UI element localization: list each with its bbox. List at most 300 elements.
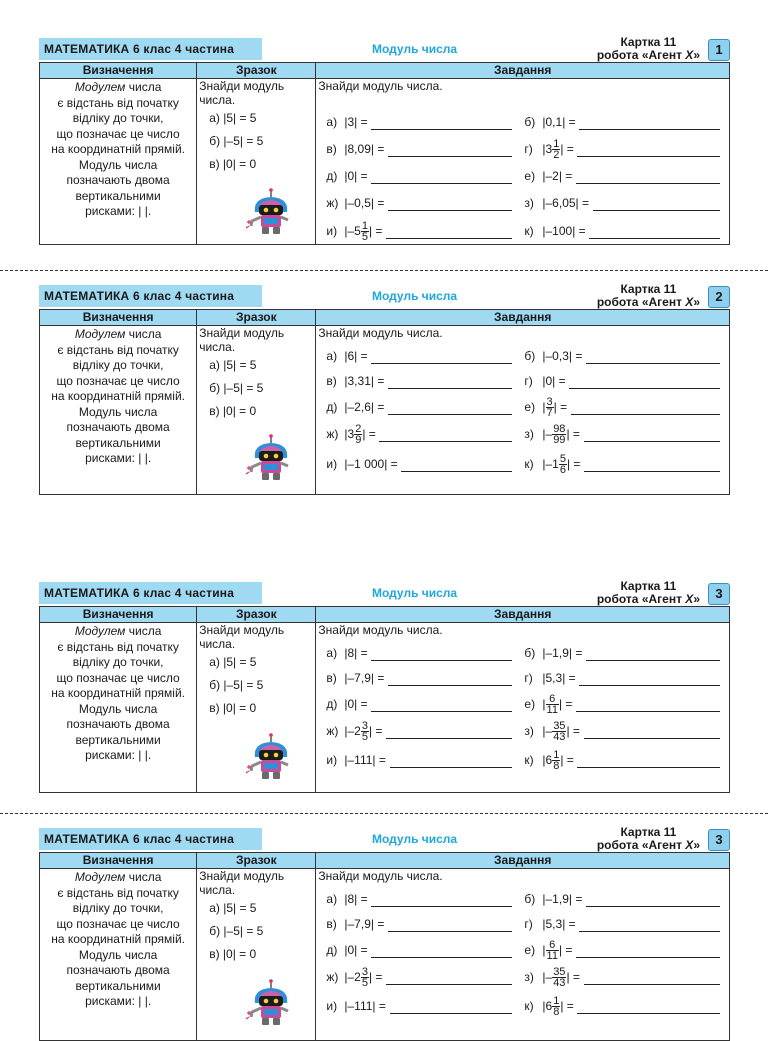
- cut-line: [0, 813, 768, 814]
- task-label: а): [326, 646, 338, 660]
- answer-line[interactable]: [388, 931, 512, 932]
- answer-line[interactable]: [390, 767, 512, 768]
- sample-item: в) |0| = 0: [209, 947, 257, 961]
- task-item: [524, 221, 720, 241]
- answer-line[interactable]: [371, 363, 512, 364]
- task-label: е): [524, 697, 536, 711]
- definition-line: відліку до точки,: [72, 111, 164, 125]
- task-label: в): [326, 917, 337, 931]
- task-item: [524, 453, 720, 477]
- task-label: и): [326, 999, 338, 1013]
- task-label: з): [524, 427, 534, 441]
- task-expression: |0| =: [344, 169, 368, 183]
- card-table: [39, 606, 730, 793]
- card-number-label: Картка 11: [620, 35, 677, 49]
- column-header-definition: Визначення: [40, 63, 197, 79]
- task-expression: |3| =: [344, 115, 368, 129]
- task-label: б): [524, 646, 536, 660]
- task-expression: |–111| =: [344, 999, 386, 1013]
- tasks-intro: Знайди модуль числа.: [318, 326, 443, 340]
- task-label: з): [524, 724, 534, 738]
- task-item: [326, 750, 512, 770]
- task-item: [326, 940, 512, 960]
- worksheet-card: [39, 36, 730, 245]
- task-item: [524, 112, 720, 132]
- fraction: $\frac{6}{11}$: [546, 693, 558, 717]
- card-header: [39, 283, 730, 309]
- variant-badge: 2: [708, 286, 730, 308]
- task-label: е): [524, 943, 536, 957]
- robot-agent-icon: [245, 188, 295, 236]
- definition-line: що позначає це число: [56, 670, 180, 685]
- answer-line[interactable]: [586, 660, 720, 661]
- definition-line: Модуль числа: [78, 701, 158, 716]
- task-expression: |–7,9| =: [344, 917, 385, 931]
- task-label: е): [524, 400, 536, 414]
- task-item: [524, 423, 720, 447]
- task-item: [326, 720, 512, 744]
- answer-line[interactable]: [401, 471, 512, 472]
- task-label: д): [326, 697, 338, 711]
- task-expression: |6 $\frac{1}{8}$ | =: [542, 749, 574, 773]
- fraction: $\frac{1}{8}$: [553, 995, 560, 1019]
- worksheet-card: [39, 580, 730, 793]
- definition-cell: Модулем числа є відстань від початку відліку до точки, що позначає це число на координатній прямій. Модуль числа позначають двома вертикальними рисками: | |.: [40, 326, 197, 495]
- task-label: г): [524, 374, 533, 388]
- sample-title-cont: числа.: [199, 340, 236, 354]
- task-expression: |–0,5| =: [344, 196, 385, 210]
- subject-label: МАТЕМАТИКА 6 клас 4 частина: [39, 38, 262, 60]
- task-expression: |5,3| =: [542, 671, 576, 685]
- definition-term: Модулем: [74, 870, 126, 884]
- card-work-label: робота «Агент Х»: [596, 838, 700, 852]
- task-item: [326, 112, 512, 132]
- task-label: з): [524, 970, 534, 984]
- task-item: [326, 166, 512, 186]
- task-item: [524, 193, 720, 213]
- sample-item: а) |5| = 5: [209, 655, 257, 669]
- task-item: [524, 749, 720, 773]
- task-expression: |– $\frac{98}{99}$ | =: [542, 423, 580, 447]
- task-label: а): [326, 349, 338, 363]
- card-table: [39, 852, 730, 1041]
- answer-line[interactable]: [577, 767, 720, 768]
- definition-line: що позначає це число: [56, 916, 180, 931]
- task-item: [326, 371, 512, 391]
- task-label: а): [326, 115, 338, 129]
- subject-label: МАТЕМАТИКА 6 клас 4 частина: [39, 285, 262, 307]
- task-expression: |6 $\frac{1}{8}$ | =: [542, 995, 574, 1019]
- sample-title: Знайди модуль: [199, 79, 285, 93]
- definition-line: що позначає це число: [56, 126, 180, 141]
- variant-badge: 3: [708, 829, 730, 851]
- task-label: д): [326, 169, 338, 183]
- sample-title-cont: числа.: [199, 637, 236, 651]
- answer-line[interactable]: [571, 414, 720, 415]
- sample-item: в) |0| = 0: [209, 157, 257, 171]
- task-expression: |–1 000| =: [344, 457, 398, 471]
- task-expression: |–6,05| =: [542, 196, 589, 210]
- definition-line: на координатній прямій.: [51, 142, 186, 156]
- task-label: г): [524, 917, 533, 931]
- fraction: $\frac{1}{8}$: [553, 749, 560, 773]
- definition-line: позначають двома: [66, 420, 170, 434]
- task-expression: |–2,6| =: [344, 400, 385, 414]
- task-expression: |–100| =: [542, 224, 586, 238]
- topic-title: Модуль числа: [372, 586, 458, 600]
- task-label: в): [326, 142, 337, 156]
- answer-line[interactable]: [390, 1013, 512, 1014]
- fraction: $\frac{6}{11}$: [546, 939, 558, 963]
- answer-line[interactable]: [371, 906, 512, 907]
- fraction: $\frac{1}{5}$: [361, 220, 368, 244]
- sample-item: б) |–5| = 5: [209, 924, 264, 938]
- card-info: [597, 826, 700, 852]
- answer-line[interactable]: [388, 156, 512, 157]
- answer-line[interactable]: [584, 738, 720, 739]
- fraction: $\frac{3}{5}$: [361, 720, 368, 744]
- task-label: к): [524, 224, 534, 238]
- sample-cell: [197, 623, 316, 793]
- task-item: [326, 139, 512, 159]
- definition-line: на координатній прямій.: [51, 686, 186, 700]
- cut-line: [0, 270, 768, 271]
- worksheet-card: [39, 826, 730, 1041]
- definition-cell: Модулем числа є відстань від початку відліку до точки, що позначає це число на координатній прямій. Модуль числа позначають двома вертикальними рисками: | |.: [40, 623, 197, 793]
- card-number-label: Картка 11: [620, 579, 677, 593]
- sample-item: б) |–5| = 5: [209, 381, 264, 395]
- task-expression: |3 $\frac{1}{2}$ | =: [542, 138, 574, 162]
- definition-line: вертикальними: [75, 188, 161, 203]
- task-item: [326, 220, 512, 244]
- answer-line[interactable]: [589, 238, 720, 239]
- task-item: [326, 397, 512, 417]
- task-item: [326, 914, 512, 934]
- answer-line[interactable]: [586, 363, 720, 364]
- answer-line[interactable]: [579, 685, 720, 686]
- sample-title: Знайди модуль: [199, 326, 285, 340]
- definition-line: відліку до точки,: [72, 358, 164, 372]
- task-item: [524, 939, 720, 963]
- task-label: б): [524, 892, 536, 906]
- task-label: и): [326, 224, 338, 238]
- task-item: [524, 643, 720, 663]
- answer-line[interactable]: [576, 183, 720, 184]
- answer-line[interactable]: [386, 238, 512, 239]
- tasks-intro: Знайди модуль числа.: [318, 623, 443, 637]
- answer-line[interactable]: [579, 129, 720, 130]
- task-expression: |–1,9| =: [542, 646, 583, 660]
- sample-item: а) |5| = 5: [209, 358, 257, 372]
- answer-line[interactable]: [371, 957, 512, 958]
- definition-line: є відстань від початку: [57, 639, 179, 654]
- sample-cell: [197, 79, 316, 245]
- task-expression: |–5 $\frac{1}{5}$ | =: [344, 220, 383, 244]
- task-item: [524, 720, 720, 744]
- task-item: [326, 423, 512, 447]
- task-item: [326, 193, 512, 213]
- robot-agent-icon: [245, 434, 295, 482]
- task-item: [524, 693, 720, 717]
- worksheet-card: [39, 283, 730, 495]
- column-header-sample: Зразок: [197, 310, 316, 326]
- answer-line[interactable]: [371, 183, 512, 184]
- sample-item: а) |5| = 5: [209, 901, 257, 915]
- task-expression: | $\frac{6}{11}$ | =: [542, 693, 573, 717]
- task-label: г): [524, 142, 533, 156]
- fraction: $\frac{35}{43}$: [553, 720, 566, 744]
- answer-line[interactable]: [586, 906, 720, 907]
- column-header-tasks: Завдання: [316, 853, 730, 869]
- robot-agent-icon: [245, 733, 295, 781]
- definition-line: вертикальними: [75, 978, 161, 993]
- tasks-intro: Знайди модуль числа.: [318, 869, 443, 883]
- task-expression: |– $\frac{35}{43}$ | =: [542, 720, 580, 744]
- answer-line[interactable]: [379, 441, 512, 442]
- task-expression: |5,3| =: [542, 917, 576, 931]
- task-expression: | $\frac{6}{11}$ | =: [542, 939, 573, 963]
- definition-line: на координатній прямій.: [51, 389, 186, 403]
- card-number-label: Картка 11: [620, 825, 677, 839]
- definition-term: Модулем: [74, 80, 126, 94]
- task-label: к): [524, 999, 534, 1013]
- definition-line: є відстань від початку: [57, 885, 179, 900]
- task-item: [326, 643, 512, 663]
- definition-line: є відстань від початку: [57, 95, 179, 110]
- definition-cell: Модулем числа є відстань від початку відліку до точки, що позначає це число на координатній прямій. Модуль числа позначають двома вертикальними рисками: | |.: [40, 869, 197, 1041]
- answer-line[interactable]: [576, 711, 720, 712]
- task-label: д): [326, 400, 338, 414]
- task-item: [326, 668, 512, 688]
- task-expression: |0| =: [344, 697, 368, 711]
- definition-line: рисками: | |.: [85, 748, 152, 762]
- sample-cell: [197, 869, 316, 1041]
- answer-line[interactable]: [388, 414, 512, 415]
- fraction: $\frac{3}{5}$: [361, 966, 368, 990]
- sample-cell: [197, 326, 316, 495]
- card-table: [39, 309, 730, 495]
- tasks-cell: [316, 79, 730, 245]
- fraction: $\frac{1}{2}$: [553, 138, 560, 162]
- answer-line[interactable]: [388, 210, 512, 211]
- card-header: [39, 826, 730, 852]
- variant-badge: 1: [708, 39, 730, 61]
- task-expression: |3,31| =: [344, 374, 385, 388]
- task-item: [524, 396, 720, 420]
- task-label: а): [326, 892, 338, 906]
- task-expression: |8| =: [344, 892, 368, 906]
- task-expression: |–1,9| =: [542, 892, 583, 906]
- definition-line: позначають двома: [66, 717, 170, 731]
- sample-title: Знайди модуль: [199, 623, 285, 637]
- subject-label: МАТЕМАТИКА 6 клас 4 частина: [39, 582, 262, 604]
- column-header-definition: Визначення: [40, 607, 197, 623]
- task-expression: |–2 $\frac{3}{5}$ | =: [344, 966, 383, 990]
- task-item: [524, 966, 720, 990]
- variant-badge: 3: [708, 583, 730, 605]
- task-label: ж): [326, 196, 339, 210]
- task-expression: |–2| =: [542, 169, 573, 183]
- task-expression: |0| =: [344, 943, 368, 957]
- task-expression: |3 $\frac{2}{9}$ | =: [344, 423, 376, 447]
- task-expression: |8,09| =: [344, 142, 385, 156]
- sample-item: в) |0| = 0: [209, 404, 257, 418]
- sample-title-cont: числа.: [199, 93, 236, 107]
- task-item: [326, 996, 512, 1016]
- subject-label: МАТЕМАТИКА 6 клас 4 частина: [39, 828, 262, 850]
- sample-item: б) |–5| = 5: [209, 134, 264, 148]
- answer-line[interactable]: [584, 984, 720, 985]
- task-label: и): [326, 753, 338, 767]
- fraction: $\frac{35}{43}$: [553, 966, 566, 990]
- task-item: [326, 889, 512, 909]
- task-expression: |0| =: [542, 374, 566, 388]
- answer-line[interactable]: [371, 660, 512, 661]
- answer-line[interactable]: [593, 210, 720, 211]
- fraction: $\frac{2}{9}$: [355, 423, 362, 447]
- task-label: з): [524, 196, 534, 210]
- task-item: [326, 346, 512, 366]
- answer-line[interactable]: [371, 711, 512, 712]
- task-label: г): [524, 671, 533, 685]
- answer-line[interactable]: [584, 471, 720, 472]
- card-work-label: робота «Агент Х»: [596, 295, 700, 309]
- answer-line[interactable]: [569, 388, 720, 389]
- card-table: [39, 62, 730, 245]
- task-item: [524, 889, 720, 909]
- task-expression: |–0,3| =: [542, 349, 583, 363]
- task-expression: |–1 $\frac{5}{6}$ | =: [542, 453, 581, 477]
- task-item: [524, 371, 720, 391]
- fraction: $\frac{5}{6}$: [559, 453, 566, 477]
- definition-line: відліку до точки,: [72, 655, 164, 669]
- column-header-sample: Зразок: [197, 63, 316, 79]
- task-expression: |–7,9| =: [344, 671, 385, 685]
- card-info: [597, 580, 700, 606]
- answer-line[interactable]: [388, 388, 512, 389]
- task-expression: |6| =: [344, 349, 368, 363]
- sample-item: в) |0| = 0: [209, 701, 257, 715]
- definition-line: рисками: | |.: [85, 994, 152, 1008]
- task-label: б): [524, 115, 536, 129]
- task-label: ж): [326, 970, 339, 984]
- definition-line: вертикальними: [75, 435, 161, 450]
- task-expression: |0,1| =: [542, 115, 576, 129]
- task-item: [326, 694, 512, 714]
- task-label: ж): [326, 724, 339, 738]
- definition-line: позначають двома: [66, 963, 170, 977]
- definition-line: рисками: | |.: [85, 204, 152, 218]
- column-header-tasks: Завдання: [316, 607, 730, 623]
- topic-title: Модуль числа: [372, 289, 458, 303]
- task-expression: |–111| =: [344, 753, 386, 767]
- fraction: $\frac{3}{7}$: [546, 396, 553, 420]
- tasks-cell: [316, 623, 730, 793]
- definition-line: Модуль числа: [78, 404, 158, 419]
- task-item: [524, 166, 720, 186]
- answer-line[interactable]: [579, 931, 720, 932]
- task-item: [524, 914, 720, 934]
- task-expression: |8| =: [344, 646, 368, 660]
- column-header-definition: Визначення: [40, 853, 197, 869]
- task-item: [326, 454, 512, 474]
- task-label: в): [326, 374, 337, 388]
- card-work-label: робота «Агент Х»: [596, 592, 700, 606]
- definition-line: позначають двома: [66, 173, 170, 187]
- definition-line: відліку до точки,: [72, 901, 164, 915]
- answer-line[interactable]: [386, 738, 512, 739]
- card-number-label: Картка 11: [620, 282, 677, 296]
- answer-line[interactable]: [577, 156, 720, 157]
- task-label: в): [326, 671, 337, 685]
- definition-line: є відстань від початку: [57, 342, 179, 357]
- task-expression: |– $\frac{35}{43}$ | =: [542, 966, 580, 990]
- task-label: к): [524, 457, 534, 471]
- definition-line: вертикальними: [75, 732, 161, 747]
- task-expression: |–2 $\frac{3}{5}$ | =: [344, 720, 383, 744]
- definition-term: Модулем: [74, 624, 126, 638]
- card-info: [597, 283, 700, 309]
- tasks-intro: Знайди модуль числа.: [318, 79, 443, 93]
- definition-line: Модуль числа: [78, 157, 158, 172]
- answer-line[interactable]: [576, 957, 720, 958]
- task-label: и): [326, 457, 338, 471]
- task-label: ж): [326, 427, 339, 441]
- fraction: $\frac{98}{99}$: [553, 423, 566, 447]
- task-item: [524, 668, 720, 688]
- sample-title: Знайди модуль: [199, 869, 285, 883]
- answer-line[interactable]: [371, 129, 512, 130]
- column-header-sample: Зразок: [197, 607, 316, 623]
- answer-line[interactable]: [584, 441, 720, 442]
- task-label: д): [326, 943, 338, 957]
- sample-item: б) |–5| = 5: [209, 678, 264, 692]
- column-header-sample: Зразок: [197, 853, 316, 869]
- tasks-cell: [316, 326, 730, 495]
- task-label: к): [524, 753, 534, 767]
- sample-title-cont: числа.: [199, 883, 236, 897]
- task-item: [524, 346, 720, 366]
- card-header: [39, 36, 730, 62]
- card-work-label: робота «Агент Х»: [596, 48, 700, 62]
- column-header-tasks: Завдання: [316, 310, 730, 326]
- definition-line: на координатній прямій.: [51, 932, 186, 946]
- task-label: е): [524, 169, 536, 183]
- task-label: б): [524, 349, 536, 363]
- definition-term: Модулем: [74, 327, 126, 341]
- answer-line[interactable]: [577, 1013, 720, 1014]
- topic-title: Модуль числа: [372, 832, 458, 846]
- task-item: [524, 138, 720, 162]
- card-header: [39, 580, 730, 606]
- definition-line: що позначає це число: [56, 373, 180, 388]
- topic-title: Модуль числа: [372, 42, 458, 56]
- column-header-tasks: Завдання: [316, 63, 730, 79]
- definition-line: рисками: | |.: [85, 451, 152, 465]
- answer-line[interactable]: [388, 685, 512, 686]
- answer-line[interactable]: [386, 984, 512, 985]
- task-item: [524, 995, 720, 1019]
- task-expression: | $\frac{3}{7}$ | =: [542, 396, 568, 420]
- column-header-definition: Визначення: [40, 310, 197, 326]
- card-info: [597, 36, 700, 62]
- sample-item: а) |5| = 5: [209, 111, 257, 125]
- robot-agent-icon: [245, 979, 295, 1027]
- definition-line: Модуль числа: [78, 947, 158, 962]
- tasks-cell: [316, 869, 730, 1041]
- definition-cell: Модулем числа є відстань від початку відліку до точки, що позначає це число на координатній прямій. Модуль числа позначають двома вертикальними рисками: | |.: [40, 79, 197, 245]
- task-item: [326, 966, 512, 990]
